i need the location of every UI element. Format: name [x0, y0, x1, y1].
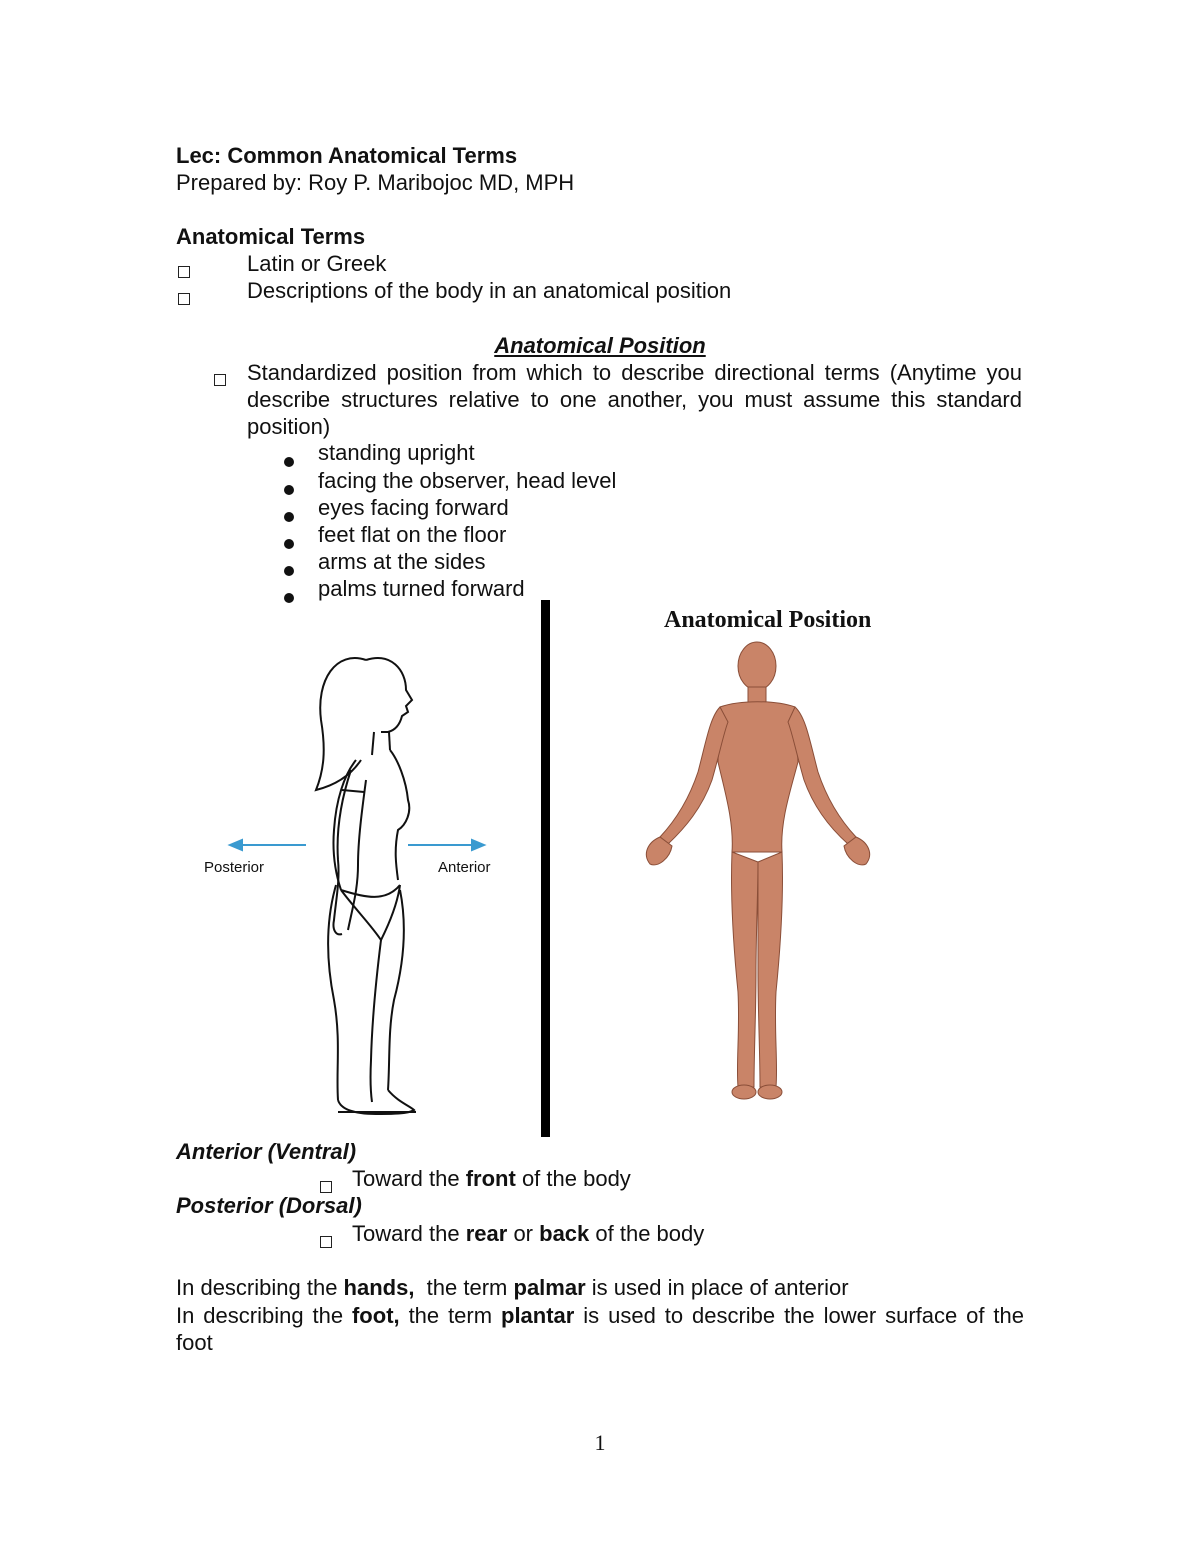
bullet-icon — [284, 529, 294, 555]
prepared-by: Prepared by: Roy P. Maribojoc MD, MPH — [176, 170, 575, 195]
side-view-figure — [176, 640, 536, 1130]
position-bullet: feet flat on the floor — [318, 522, 507, 547]
anterior-label: Anterior — [438, 859, 491, 876]
bullet-icon — [284, 502, 294, 528]
section-heading-anatomical-terms: Anatomical Terms — [176, 224, 366, 249]
figure-title: Anatomical Position — [664, 607, 872, 633]
position-bullet: eyes facing forward — [318, 495, 509, 520]
checkbox-bullet-icon — [178, 258, 190, 284]
vertical-divider — [541, 600, 550, 1137]
bullet-icon — [284, 447, 294, 473]
position-bullet: standing upright — [318, 440, 475, 465]
section-heading-anatomical-position: Anatomical Position — [494, 333, 706, 358]
foot-note: In describing the foot, the term plantar is used to describe the lower surface of the foot — [176, 1303, 1025, 1355]
bullet-icon — [284, 556, 294, 582]
anterior-heading: Anterior (Ventral) — [176, 1139, 357, 1164]
front-view-figure — [630, 632, 920, 1112]
checkbox-bullet-icon — [320, 1228, 332, 1254]
lecture-title: Lec: Common Anatomical Terms — [176, 143, 518, 168]
posterior-label: Posterior — [204, 859, 265, 876]
position-bullet: arms at the sides — [318, 549, 486, 574]
bullet-icon — [284, 475, 294, 501]
page-number: 1 — [594, 1430, 606, 1455]
hands-note: In describing the hands, the term palmar is used in place of anterior — [176, 1275, 849, 1300]
posterior-definition: Toward the rear or back of the body — [352, 1221, 705, 1246]
position-bullet: palms turned forward — [318, 576, 525, 601]
term-item: Latin or Greek — [247, 251, 387, 276]
checkbox-bullet-icon — [214, 366, 226, 392]
position-bullet: facing the observer, head level — [318, 468, 617, 493]
posterior-heading: Posterior (Dorsal) — [176, 1193, 362, 1218]
term-item: Descriptions of the body in an anatomical position — [247, 278, 732, 303]
anterior-definition: Toward the front of the body — [352, 1166, 631, 1191]
position-description: Standardized position from which to describe directional terms (Anytime you describe structures relative to one another, you must assume this standard position) — [247, 360, 1022, 439]
bullet-icon — [284, 583, 294, 609]
checkbox-bullet-icon — [178, 285, 190, 311]
